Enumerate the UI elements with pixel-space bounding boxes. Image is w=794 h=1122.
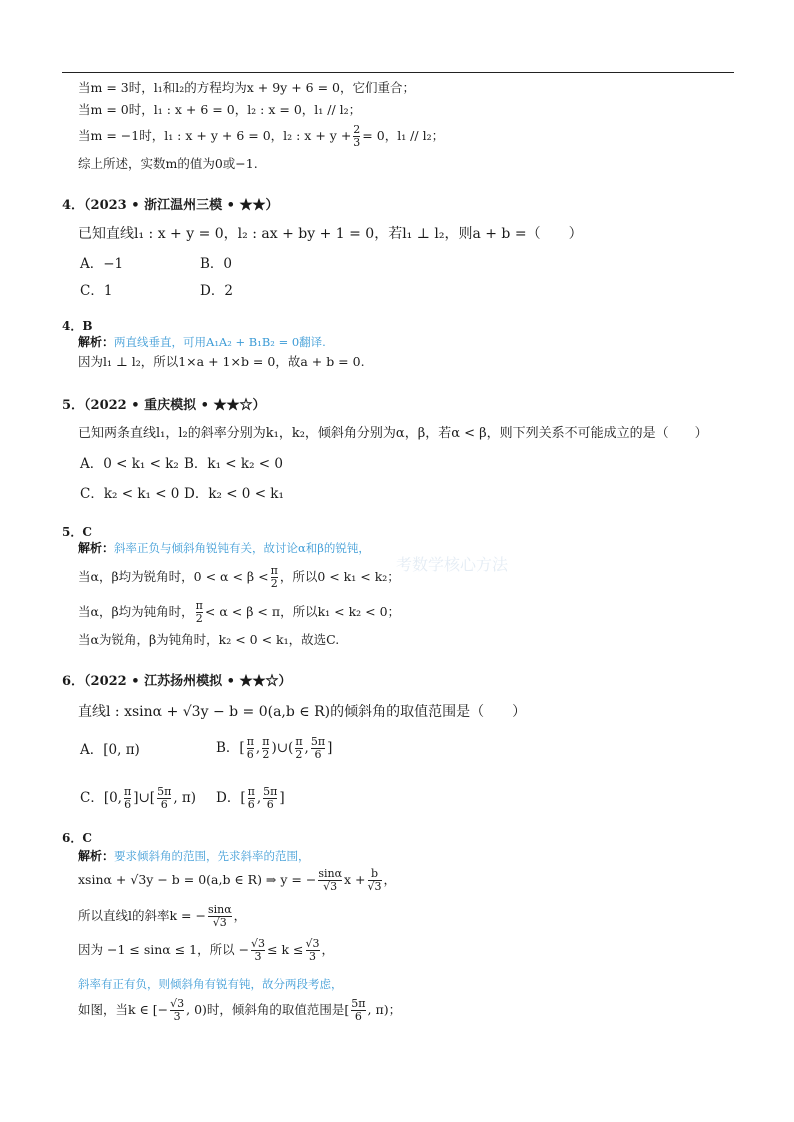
prev-line-1: 当m = 3时，l₁和l₂的方程均为x + 9y + 6 = 0，它们重合； xyxy=(78,80,415,95)
q4-answer: 4．B xyxy=(62,319,93,333)
q4-header: 4．（2023 • 浙江温州三模 • ★★） xyxy=(62,198,279,213)
q6-analysis: 解析：要求倾斜角的范围，先求斜率的范围， xyxy=(78,849,310,863)
q4-stem: 已知直线l₁ : x + y = 0，l₂ : ax + by + 1 = 0，若l₁ ⊥ l₂，则a + b =（ ） xyxy=(78,226,583,242)
q6-stem: 直线l : xsinα + √3y − b = 0(a,b ∈ R)的倾斜角的取值范围是（ ） xyxy=(78,704,527,720)
q5-option-c: C．k₂ < k₁ < 0 xyxy=(80,486,180,502)
header-rule xyxy=(62,72,734,73)
q5-header: 5．（2022 • 重庆模拟 • ★★☆） xyxy=(62,398,266,413)
q5-option-a: A．0 < k₁ < k₂ xyxy=(80,456,179,472)
q6-equation: xsinα + √3y − b = 0(a,b ∈ R) ⇒ y = − $\frac{\sin\alpha}{√3}$ x + $\frac{b}{√3}$ ， xyxy=(78,867,397,893)
prev-line-3: 当m = −1时，l₁ : x + y + 6 = 0，l₂ : x + y + $\frac{2}{3}$ = 0，l₁ // l₂； xyxy=(78,123,445,149)
q6-range: 因为 −1 ≤ sinα ≤ 1，所以 − $\frac{√3}{3}$ ≤ k ≤ $\frac{√3}{3}$ ， xyxy=(78,937,335,963)
q6-option-d: D．[ $\frac{\pi}{6}$ , $\frac{5\pi}{6}$ ] xyxy=(216,785,285,811)
prev-line-4: 综上所述，实数m的值为0或−1. xyxy=(78,156,258,171)
q5-stem: 已知两条直线l₁，l₂的斜率分别为k₁，k₂，倾斜角分别为α，β，若α < β，则下列关系不可能成立的是（ ） xyxy=(78,426,708,441)
q4-solution: 因为l₁ ⊥ l₂，所以1×a + 1×b = 0，故a + b = 0. xyxy=(78,354,365,369)
q5-case-2: 当α，β均为钝角时， $\frac{\pi}{2}$ < α < β < π，所以k₁ < k₂ < 0； xyxy=(78,599,401,625)
q5-case-1: 当α，β均为锐角时，0 < α < β < $\frac{\pi}{2}$ ，所以0 < k₁ < k₂； xyxy=(78,564,400,590)
q5-case-3: 当α为锐角，β为钝角时，k₂ < 0 < k₁，故选C. xyxy=(78,632,340,647)
q5-answer: 5．C xyxy=(62,525,92,539)
q4-option-a: A．−1 xyxy=(80,256,124,272)
q6-option-a: A．[0, π) xyxy=(80,742,140,758)
q4-option-d: D．2 xyxy=(200,283,233,299)
q6-last-line: 如图，当k ∈ [− $\frac{√3}{3}$ , 0)时，倾斜角的取值范围是[ $\frac{5\pi}{6}$ , π)； xyxy=(78,997,402,1023)
fraction: $\frac{2}{3}$ xyxy=(353,123,361,149)
prev-line-2: 当m = 0时，l₁ : x + 6 = 0，l₂ : x = 0，l₁ // l₂； xyxy=(78,102,362,117)
q5-option-d: D．k₂ < 0 < k₁ xyxy=(184,486,284,502)
q4-option-b: B．0 xyxy=(200,256,233,272)
q6-option-c: C．[0, $\frac{\pi}{6}$ ]∪[ $\frac{5\pi}{6}$ , π) xyxy=(80,785,197,811)
q6-option-b: B．[ $\frac{\pi}{6}$ , $\frac{\pi}{2}$ )∪( $\frac{\pi}{2}$ , $\frac{5\pi}{6}$ ] xyxy=(216,735,333,761)
q6-hint-2: 斜率有正有负，则倾斜角有锐有钝，故分两段考虑， xyxy=(78,977,343,991)
q4-analysis: 解析：两直线垂直，可用A₁A₂ + B₁B₂ = 0翻译. xyxy=(78,335,326,349)
q6-slope: 所以直线l的斜率k = − $\frac{\sin\alpha}{√3}$ ， xyxy=(78,903,247,929)
q4-option-c: C．1 xyxy=(80,283,113,299)
q6-answer: 6．C xyxy=(62,831,92,845)
watermark: 考数学核心方法 xyxy=(396,555,509,574)
q5-analysis: 解析：斜率正负与倾斜角锐钝有关，故讨论α和β的锐钝， xyxy=(78,541,370,555)
q6-header: 6．（2022 • 江苏扬州模拟 • ★★☆） xyxy=(62,674,292,689)
q5-option-b: B．k₁ < k₂ < 0 xyxy=(184,456,283,472)
